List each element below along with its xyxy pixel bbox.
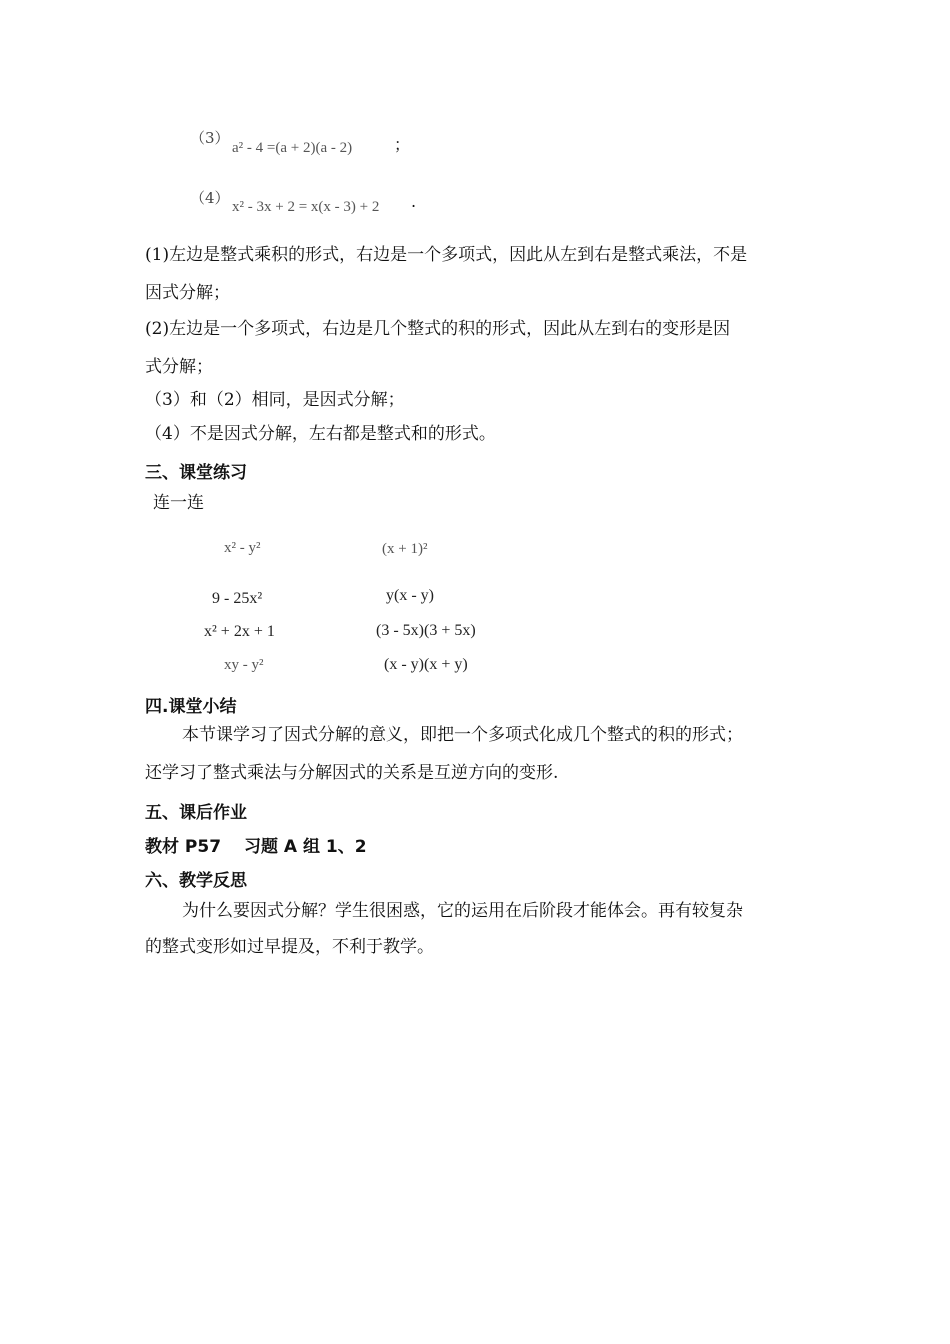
- match-right-4: (x - y)(x + y): [384, 656, 468, 673]
- section-6-title: 六、教学反思: [145, 871, 247, 891]
- example-3-end: ；: [394, 135, 411, 154]
- section-4-line-2: 还学习了整式乘法与分解因式的关系是互逆方向的变形.: [145, 763, 559, 783]
- match-left-1: x² - y²: [224, 540, 261, 556]
- match-right-3: (3 - 5x)(3 + 5x): [376, 622, 476, 639]
- section-5-title: 五、课后作业: [145, 803, 247, 823]
- example-4-number: （4）: [190, 189, 230, 207]
- example-4-equation: x² - 3x + 2 = x(x - 3) + 2: [232, 199, 380, 215]
- section-3-subtitle: 连一连: [153, 493, 204, 513]
- section-4-line-1: 本节课学习了因式分解的意义，即把一个多项式化成几个整式的积的形式；: [182, 725, 743, 745]
- match-right-1: (x + 1)²: [382, 541, 428, 557]
- section-4-title: 四.课堂小结: [145, 697, 237, 717]
- example-3-equation: a² - 4 =(a + 2)(a - 2): [232, 140, 353, 156]
- answer-2-line-2: 式分解；: [145, 357, 213, 377]
- section-3-title: 三、课堂练习: [145, 463, 247, 483]
- answer-1-line-2: 因式分解；: [145, 283, 230, 303]
- answer-1-line-1: (1)左边是整式乘积的形式，右边是一个多项式，因此从左到右是整式乘法，不是: [145, 245, 748, 265]
- example-3-number: （3）: [190, 129, 230, 147]
- example-4-end: .: [411, 192, 417, 211]
- answer-3: （3）和（2）相同，是因式分解；: [145, 390, 405, 410]
- answer-4: （4）不是因式分解，左右都是整式和的形式。: [145, 424, 496, 444]
- match-left-2: 9 - 25x²: [212, 590, 263, 607]
- section-6-line-2: 的整式变形如过早提及，不利于教学。: [145, 937, 434, 957]
- match-right-2: y(x - y): [386, 587, 434, 604]
- section-6-line-1: 为什么要因式分解？学生很困惑，它的运用在后阶段才能体会。再有较复杂: [182, 901, 743, 921]
- answer-2-line-1: (2)左边是一个多项式，右边是几个整式的积的形式，因此从左到右的变形是因: [145, 319, 731, 339]
- match-left-4: xy - y²: [224, 657, 264, 673]
- homework-line: 教材 P57 习题 A 组 1、2: [145, 837, 367, 857]
- match-left-3: x² + 2x + 1: [204, 623, 275, 640]
